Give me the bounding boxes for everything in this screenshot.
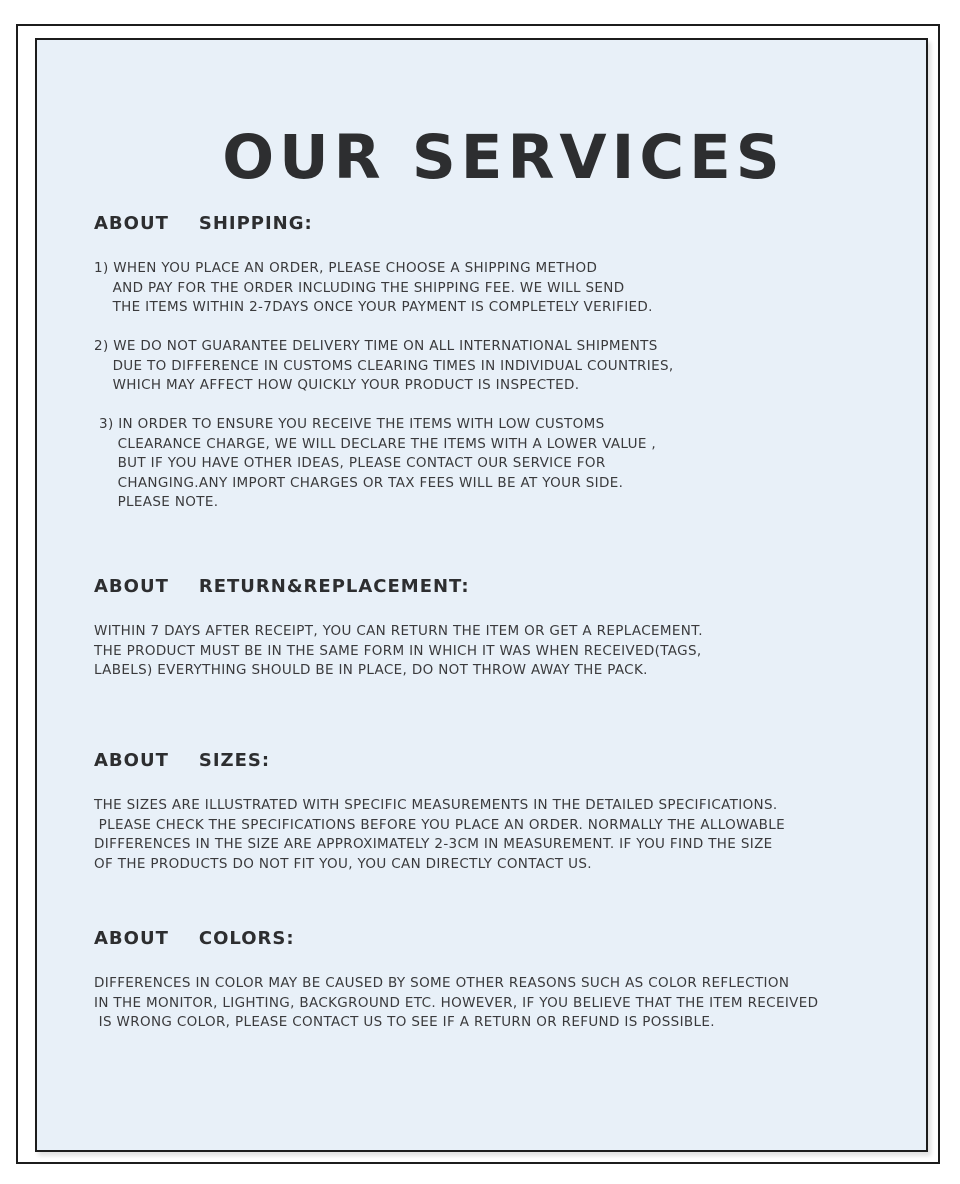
colors-text xyxy=(94,974,818,1033)
text-line: 1) WHEN YOU PLACE AN ORDER, PLEASE CHOOSE A SHIPPING METHOD xyxy=(94,260,598,276)
section-heading-shipping xyxy=(94,212,313,236)
return-text xyxy=(94,622,703,681)
text-line: IN THE MONITOR, LIGHTING, BACKGROUND ETC. HOWEVER, IF YOU BELIEVE THAT THE ITEM RECEIVED xyxy=(94,994,819,1011)
section-heading-return xyxy=(94,575,470,599)
shipping-item-3 xyxy=(99,415,656,513)
section-heading-sizes xyxy=(94,749,270,773)
text-line: THE PRODUCT MUST BE IN THE SAME FORM IN WHICH IT WAS WHEN RECEIVED(TAGS, xyxy=(94,642,702,659)
heading-topic-return: RETURN&REPLACEMENT: xyxy=(198,576,470,597)
shipping-item-2 xyxy=(94,337,674,396)
page-title: OUR SERVICES xyxy=(222,122,785,193)
heading-about-word: ABOUT xyxy=(94,213,169,234)
shipping-item-1 xyxy=(94,259,653,318)
heading-topic-colors: COLORS: xyxy=(198,928,295,949)
text-line: 3) IN ORDER TO ENSURE YOU RECEIVE THE ITEMS WITH LOW CUSTOMS xyxy=(99,416,605,432)
text-line: 2) WE DO NOT GUARANTEE DELIVERY TIME ON ALL INTERNATIONAL SHIPMENTS xyxy=(94,338,658,354)
heading-about-word: ABOUT xyxy=(94,576,169,597)
heading-about-word: ABOUT xyxy=(94,750,169,771)
text-line: WHICH MAY AFFECT HOW QUICKLY YOUR PRODUCT IS INSPECTED. xyxy=(94,377,580,394)
sizes-text xyxy=(94,796,785,874)
heading-topic-sizes: SIZES: xyxy=(198,750,271,771)
text-line: BUT IF YOU HAVE OTHER IDEAS, PLEASE CONTACT OUR SERVICE FOR xyxy=(99,455,606,472)
text-line: CLEARANCE CHARGE, WE WILL DECLARE THE ITEMS WITH A LOWER VALUE , xyxy=(99,435,657,452)
text-line: DIFFERENCES IN THE SIZE ARE APPROXIMATELY 2-3CM IN MEASUREMENT. IF YOU FIND THE SIZE xyxy=(94,836,773,853)
text-line: LABELS) EVERYTHING SHOULD BE IN PLACE, DO NOT THROW AWAY THE PACK. xyxy=(94,662,648,679)
text-line: PLEASE NOTE. xyxy=(99,494,219,511)
text-line: IS WRONG COLOR, PLEASE CONTACT US TO SEE IF A RETURN OR REFUND IS POSSIBLE. xyxy=(94,1014,715,1031)
text-line: DIFFERENCES IN COLOR MAY BE CAUSED BY SOME OTHER REASONS SUCH AS COLOR REFLECTION xyxy=(94,975,790,991)
section-heading-colors xyxy=(94,927,295,951)
heading-topic-shipping: SHIPPING: xyxy=(198,213,313,234)
text-line: AND PAY FOR THE ORDER INCLUDING THE SHIPPING FEE. WE WILL SEND xyxy=(94,279,625,296)
text-line: DUE TO DIFFERENCE IN CUSTOMS CLEARING TIMES IN INDIVIDUAL COUNTRIES, xyxy=(94,357,674,374)
text-line: OF THE PRODUCTS DO NOT FIT YOU, YOU CAN DIRECTLY CONTACT US. xyxy=(94,855,592,872)
text-line: WITHIN 7 DAYS AFTER RECEIPT, YOU CAN RETURN THE ITEM OR GET A REPLACEMENT. xyxy=(94,623,703,639)
text-line: THE SIZES ARE ILLUSTRATED WITH SPECIFIC MEASUREMENTS IN THE DETAILED SPECIFICATIONS. xyxy=(94,797,778,813)
text-line: CHANGING.ANY IMPORT CHARGES OR TAX FEES WILL BE AT YOUR SIDE. xyxy=(99,474,624,491)
text-line: THE ITEMS WITHIN 2-7DAYS ONCE YOUR PAYMENT IS COMPLETELY VERIFIED. xyxy=(94,299,653,316)
heading-about-word: ABOUT xyxy=(94,928,169,949)
text-line: PLEASE CHECK THE SPECIFICATIONS BEFORE YOU PLACE AN ORDER. NORMALLY THE ALLOWABLE xyxy=(94,816,786,833)
